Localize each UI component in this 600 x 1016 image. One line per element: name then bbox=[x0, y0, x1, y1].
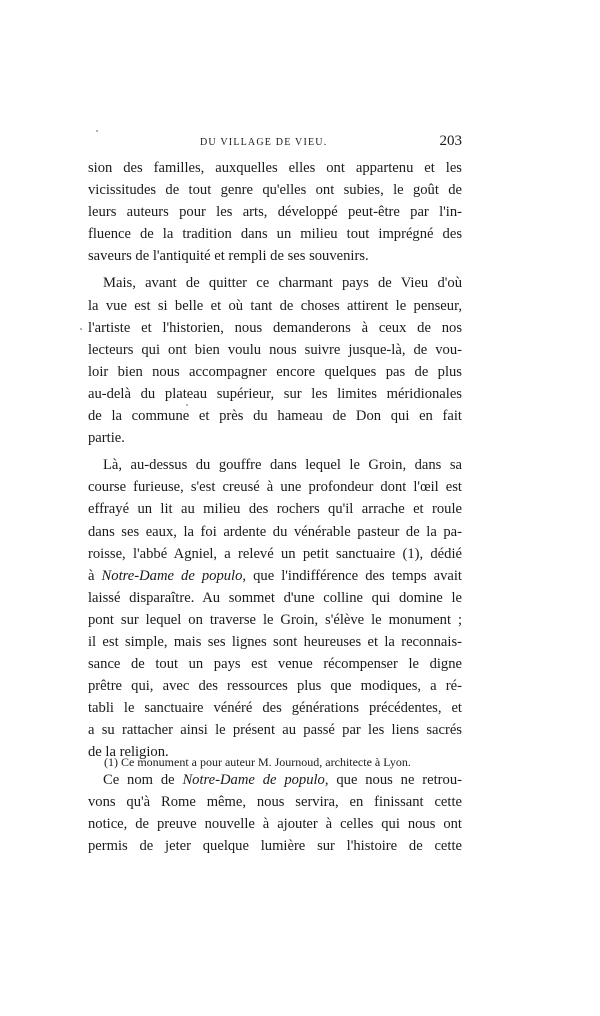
text-line: roisse, l'abbé Agniel, a relevé un petit sanctuaire (1), dédié bbox=[88, 545, 462, 562]
text-line: a su rattacher ainsi le présent au passé par les liens sacrés bbox=[88, 722, 462, 739]
paragraph bbox=[88, 769, 462, 857]
page-number: 203 bbox=[439, 133, 462, 149]
text-line: prêtre qui, avec des ressources plus que modiques, a ré- bbox=[88, 678, 462, 695]
print-speck bbox=[80, 328, 82, 330]
body-text bbox=[88, 157, 462, 857]
text-line: fluence de la tradition dans un milieu tout imprégné des bbox=[88, 226, 462, 243]
text-line: course furieuse, s'est creusé à une profondeur dont l'œil est bbox=[88, 479, 462, 496]
text-line: l'artiste et l'historien, nous demanderons à ceux de nos bbox=[88, 319, 462, 336]
text-line: permis de jeter quelque lumière sur l'histoire de cette bbox=[88, 837, 462, 854]
text-line: Ce nom de Notre-Dame de populo, que nous ne retrou- bbox=[103, 771, 462, 788]
text-line: sance de tout un pays est venue récompenser le digne bbox=[88, 656, 462, 673]
text-line: leurs auteurs pour les arts, développé peut-être par l'in- bbox=[88, 204, 462, 221]
text-line: lecteurs qui ont bien voulu nous suivre jusque-là, de vou- bbox=[88, 341, 462, 358]
footnote: (1) Ce monument a pour auteur M. Journoud, architecte à Lyon. bbox=[104, 755, 411, 769]
text-line: laissé disparaître. Au sommet d'une colline qui domine le bbox=[88, 589, 462, 606]
print-speck bbox=[96, 130, 98, 132]
running-title: DU VILLAGE DE VIEU. bbox=[200, 137, 328, 148]
text-line: de la commune et près du hameau de Don qui en fait bbox=[88, 408, 462, 425]
text-line: à Notre-Dame de populo, que l'indifférence des temps avait bbox=[88, 567, 462, 584]
text-line: sion des familles, auxquelles elles ont appartenu et les bbox=[88, 160, 462, 176]
text-line: vons qu'à Rome même, nous servira, en finissant cette bbox=[88, 793, 462, 810]
text-line: tabli le sanctuaire vénéré des générations précédentes, et bbox=[88, 700, 462, 717]
text-line: dans ses eaux, la foi ardente du vénérable pasteur de la pa- bbox=[88, 523, 462, 540]
text-line: vicissitudes de tout genre qu'elles ont subies, le goût de bbox=[88, 182, 462, 199]
text-line: au-delà du plateau supérieur, sur les limites méridionales bbox=[88, 385, 462, 402]
paragraph bbox=[88, 157, 462, 267]
text-line: Mais, avant de quitter ce charmant pays de Vieu d'où bbox=[103, 275, 462, 292]
text-line: notice, de preuve nouvelle à ajouter à celles qui nous ont bbox=[88, 815, 462, 832]
text-line: pont sur lequel on traverse le Groin, s'élève le monument ; bbox=[88, 611, 462, 628]
running-head bbox=[88, 133, 462, 154]
text-line: saveurs de l'antiquité et rempli de ses souvenirs. bbox=[88, 248, 369, 265]
text-line: il est simple, mais ses lignes sont heureuses et la reconnais- bbox=[88, 633, 462, 650]
text-line: partie. bbox=[88, 430, 125, 447]
text-line: de la religion. bbox=[88, 744, 169, 761]
text-line: effrayé un lit au milieu des rochers qu'il arrache et roule bbox=[88, 501, 462, 518]
print-speck bbox=[186, 404, 188, 406]
text-line: loir bien nous accompagner encore quelques pas de plus bbox=[88, 363, 462, 380]
text-line: Là, au-dessus du gouffre dans lequel le Groin, dans sa bbox=[103, 457, 462, 474]
paragraph bbox=[88, 454, 462, 763]
text-line: la vue est si belle et où tant de choses attirent le penseur, bbox=[88, 297, 462, 314]
paragraph bbox=[88, 272, 462, 449]
